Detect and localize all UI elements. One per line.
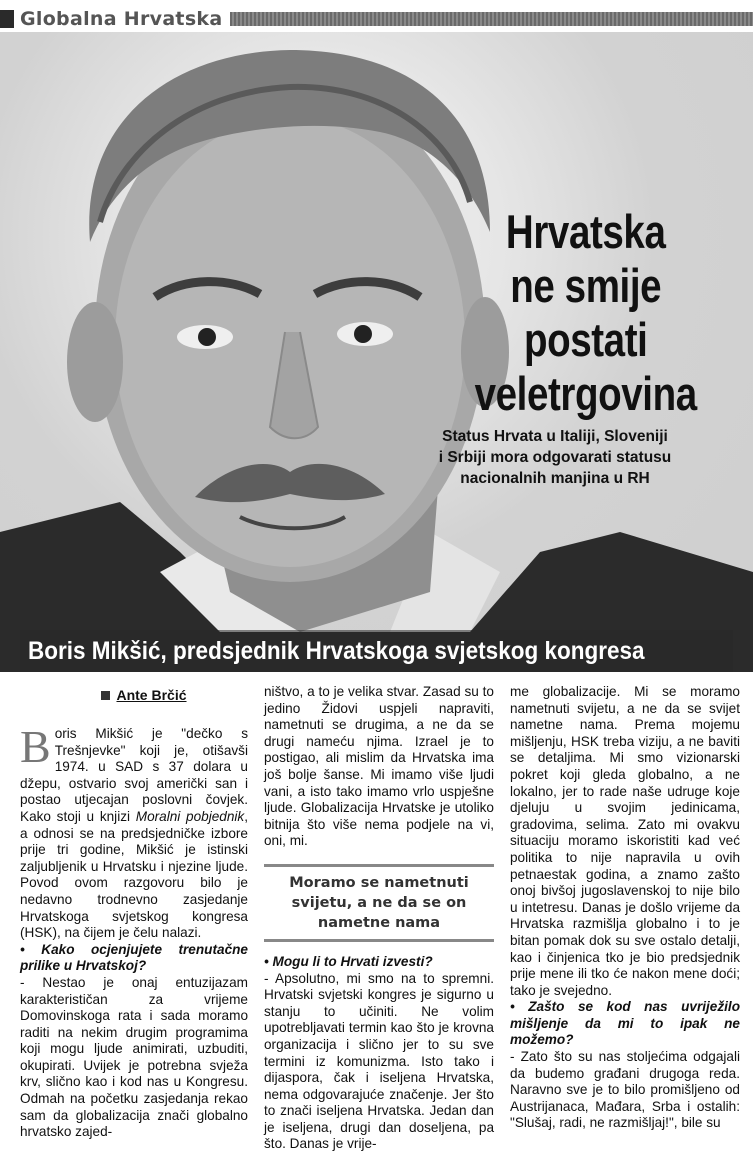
intro-paragraph: Boris Mikšić je "dečko s Trešnjevke" koji je, otišavši 1974. u SAD s 37 dolara u džepu, ostvario svoj američki san i postao utjecajan poslovni čovjek. Kako stoji u knjizi Moralni pobjednik, a odnosi se na predsjedničke izbore prije tri godine, Mikšić je istinski zaljubljenik u Hrvatsku i njezine ljude. Povod ovom razgovoru bilo je nedavno trodnevno zasjedanje Hrvatskoga svjetskog kongresa (HSK), na čijem je čelu nalazi. bbox=[20, 721, 249, 941]
subheadline bbox=[405, 426, 705, 489]
interview-question: • Zašto se kod nas uvriježilo mišljenje da mi to ipak ne možemo? bbox=[510, 999, 740, 1048]
pull-quote: Moramo se nametnuti svijetu, a ne da se on nametne nama bbox=[264, 864, 494, 942]
section-rule bbox=[230, 12, 753, 26]
interview-answer: - Nestao je onaj entuzijazam karakterističan za vrijeme Domovinskoga rata i sada moramo raditi na nekim drugim programima koji mogu ljude animirati, uzbuditi, okupirati. Uvijek je potrebna svježa krv, slično kao i kod nas u Kongresu. Odmah na početku zasjedanja rekao sam da globalizacija znači globalno hrvatsko zajed- bbox=[20, 974, 248, 1140]
headline-line: ne smije bbox=[510, 259, 662, 312]
subheadline-line: Status Hrvata u Italiji, Sloveniji bbox=[442, 428, 668, 445]
drop-cap: B bbox=[20, 721, 51, 772]
subheadline-line: nacionalnih manjina u RH bbox=[460, 470, 650, 487]
author-name: Ante Brčić bbox=[116, 686, 187, 703]
body-paragraph: ništvo, a to je velika stvar. Zasad su to jedino Židovi uspjeli napraviti, nametnuti se drugima, a ne da se drugi nameću njima. Izrael je to postigao, ali mislim da Hrvatska ima još bolje šanse. Mi imamo više ljudi vani, a isto tako imamo vrlo uspješne ljude. Globalizacija Hrvatske je utoliko bitnija što više nema podjele na vi, oni, mi. bbox=[264, 684, 494, 849]
book-title: Moralni pobjednik bbox=[135, 808, 245, 824]
interview-question: • Kako ocjenjujete trenutačne prilike u Hrvatskoj? bbox=[20, 941, 248, 974]
section-marker bbox=[0, 10, 14, 28]
body-paragraph: me globalizacije. Mi se moramo nametnuti svijetu, a ne da se svijet nametne nama. Prema mojemu mišljenju, HSK treba viziju, a ne baviti se detaljima. Mi smo vizionarski pokret koji gleda globalno, a ne lokalno, jer to rade naše udruge koje djeluju u svojim jedinicama, gradovima, selima. Zato mi ovakvu situaciju moramo iskoristiti kad već politika to nije napravila u ovih petnaestak godina, a znamo zašto onoj bivšoj jugoslavenskoj to nije bilo u intetresu. Danas je došlo vrijeme da Hrvatska razmišlja globalno i to je bitan pomak dok su sve ostalo detalji, kao i činjenica tko je bio predsjednik prije mene ili tko će nakon mene doći; tako je svejedno. bbox=[510, 684, 740, 998]
headline-line: veletrgovina bbox=[474, 367, 697, 420]
photo-caption: Boris Mikšić, predsjednik Hrvatskoga svjetskog kongresa bbox=[28, 637, 645, 665]
headline-line: postati bbox=[523, 313, 648, 366]
section-label: Globalna Hrvatska bbox=[20, 8, 223, 30]
interview-answer: - Zato što su nas stoljećima odgajali da budemo građani drugoga reda. Naravno sve je to bilo promišljeno od Austrijanaca, Mađara, Srba i ostalih: "Slušaj, radi, ne razmišljaj!", bile su bbox=[510, 1049, 740, 1131]
headline bbox=[450, 205, 721, 421]
interview-answer: - Apsolutno, mi smo na to spremni. Hrvatski svjetski kongres je sigurno u stanju to učiniti. Ne volim upotrebljavati termin kao što je krovna organizacija i slično jer to su sve termini iz komunizma. Isto tako i dijaspora, čak i iseljena Hrvatska, nema odgovarajuće značenje. Jer što to znači iseljena Hrvatska. Jedan dan je iseljena, drugi dan doseljena, pa što. Danas je vrije- bbox=[264, 970, 494, 1152]
article-column-2 bbox=[264, 684, 494, 1153]
subheadline-line: i Srbiji mora odgovarati statusu bbox=[438, 449, 672, 466]
article-column-1 bbox=[20, 684, 248, 1141]
interview-question: • Mogu li to Hrvati izvesti? bbox=[264, 953, 433, 969]
byline-marker bbox=[101, 691, 110, 700]
headline-line: Hrvatska bbox=[505, 205, 666, 258]
article-column-3 bbox=[510, 684, 740, 1132]
byline bbox=[20, 684, 248, 706]
section-header bbox=[0, 8, 753, 30]
